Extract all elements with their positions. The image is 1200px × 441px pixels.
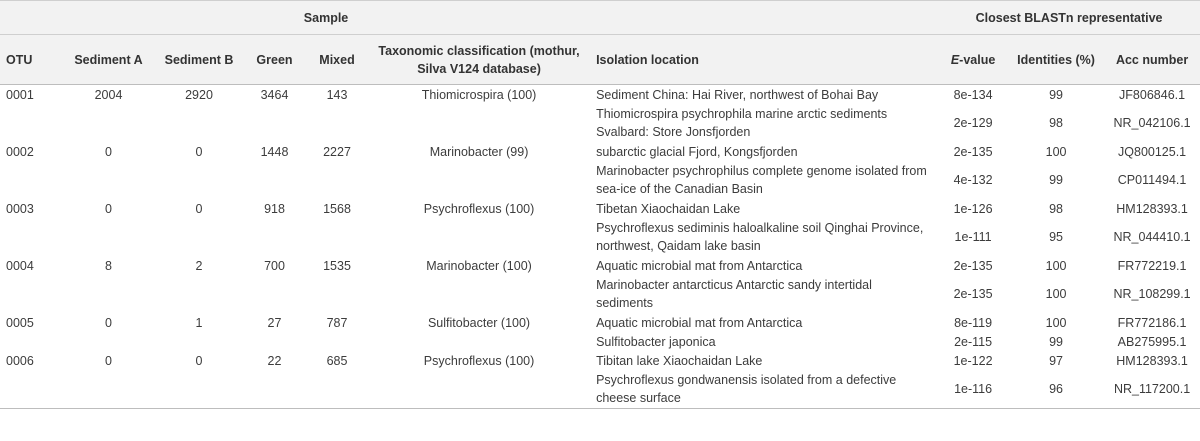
empty-cell: [155, 104, 243, 142]
otu-cell: 0006: [6, 353, 34, 368]
table-row: [0, 199, 1200, 218]
empty-cell: [155, 161, 243, 199]
acc-number-cell: JQ800125.1: [1118, 144, 1187, 159]
empty-cell: [243, 218, 306, 256]
evalue-header-rest: -value: [959, 52, 996, 67]
empty-cell: [155, 332, 243, 351]
empty-cell: [243, 104, 306, 142]
evalue-cell: 1e-116: [938, 370, 1008, 409]
identities-cell: 99: [1049, 173, 1064, 187]
taxonomy-cell: Marinobacter (100): [426, 258, 532, 273]
evalue-cell: 2e-129: [953, 116, 993, 130]
isolation-location-cell: Sediment China: Hai River, northwest of Bohai Bay: [596, 87, 879, 102]
mixed-cell: 685: [326, 353, 348, 368]
empty-cell: [0, 370, 62, 409]
sample-group-header: Sample: [62, 1, 590, 35]
taxonomy-cell: Psychroflexus (100): [423, 201, 535, 216]
table-row: [0, 104, 1200, 142]
empty-cell: [306, 218, 368, 256]
isolation-location-cell: Tibetan Xiaochaidan Lake: [596, 201, 741, 216]
empty-cell: [0, 161, 62, 199]
isolation-location-cell: Marinobacter psychrophilus complete genome isolated from sea-ice of the Canadian Basin: [596, 164, 927, 196]
identities-cell: 98: [1049, 116, 1064, 130]
taxonomy-cell: Marinobacter (99): [429, 144, 529, 159]
empty-cell: [243, 332, 306, 351]
otu-header: OTU: [0, 35, 62, 85]
empty-cell: [306, 104, 368, 142]
taxonomy-cell: Sulfitobacter (100): [427, 315, 531, 330]
identities-cell: 98: [1049, 201, 1064, 216]
empty-cell: [306, 332, 368, 351]
empty-cell: [0, 104, 62, 142]
empty-cell: [62, 104, 155, 142]
isolation-location-cell: Sulfitobacter japonica: [596, 334, 716, 349]
identities-cell: 100: [1045, 258, 1067, 273]
evalue-cell: 2e-135: [953, 258, 993, 273]
empty-cell: [368, 104, 590, 142]
empty-cell: [306, 161, 368, 199]
otu-cell: 0004: [6, 258, 34, 273]
green-cell: 22: [267, 353, 282, 368]
evalue-header-italic: E: [950, 52, 960, 67]
isolation-location-cell: Psychroflexus sediminis haloalkaline soil Qinghai Province, northwest, Qaidam lake basin: [596, 221, 924, 253]
evalue-cell: 2e-135: [953, 287, 993, 301]
empty-cell: [62, 332, 155, 351]
acc-number-cell: FR772186.1: [1117, 315, 1187, 330]
evalue-cell: 8e-134: [953, 87, 993, 102]
green-cell: 1448: [260, 144, 289, 159]
mixed-cell: 1568: [323, 201, 351, 216]
sediment-a-cell: 8: [105, 258, 112, 273]
green-cell: 3464: [260, 87, 289, 102]
isolation-location-header: Isolation location: [590, 35, 938, 85]
acc-number-header: Acc number: [1104, 35, 1200, 85]
evalue-cell: 8e-119: [954, 315, 993, 330]
empty-cell: [368, 218, 590, 256]
table-body: [0, 85, 1200, 409]
empty-cell: [0, 218, 62, 256]
green-cell: 700: [264, 258, 285, 273]
mixed-cell: 787: [326, 315, 348, 330]
table-row: [0, 275, 1200, 313]
empty-cell: [306, 275, 368, 313]
empty-cell: [243, 370, 306, 409]
empty-cell: [155, 275, 243, 313]
evalue-cell: 1e-126: [953, 201, 993, 216]
identities-cell: 100: [1045, 144, 1067, 159]
sediment-b-cell: 2: [195, 258, 203, 273]
evalue-cell: 2e-115: [954, 334, 993, 349]
mixed-header: Mixed: [306, 35, 368, 85]
acc-number-cell: JF806846.1: [1119, 87, 1186, 102]
acc-number-cell: FR772219.1: [1117, 258, 1187, 273]
identities-cell: 99: [1049, 87, 1064, 102]
acc-number-cell: NR_042106.1: [1113, 116, 1191, 130]
table-row: [0, 85, 1200, 105]
empty-cell: [155, 218, 243, 256]
closest-blastn-group-header: Closest BLASTn representative: [938, 1, 1200, 35]
acc-number-cell: HM128393.1: [1116, 353, 1188, 368]
empty-cell: [0, 275, 62, 313]
empty-cell: [62, 370, 155, 409]
otu-cell: 0005: [6, 315, 34, 330]
empty-cell: [368, 332, 590, 351]
green-cell: 918: [264, 201, 285, 216]
identities-cell: 99: [1049, 334, 1064, 349]
isolation-location-cell: Thiomicrospira psychrophila marine arctic sediments Svalbard: Store Jonsfjorden: [596, 107, 888, 139]
acc-number-cell: AB275995.1: [1117, 334, 1187, 349]
sediment-a-cell: 0: [105, 144, 112, 159]
table-row: [0, 256, 1200, 275]
isolation-location-cell: Aquatic microbial mat from Antarctica: [596, 258, 803, 273]
sediment-a-cell: 0: [105, 315, 112, 330]
table-row: [0, 313, 1200, 332]
empty-cell: [62, 218, 155, 256]
isolation-location-cell: subarctic glacial Fjord, Kongsfjorden: [596, 144, 798, 159]
evalue-header: [938, 35, 1008, 85]
empty-cell: [155, 370, 243, 409]
mixed-cell: 143: [326, 87, 348, 102]
green-cell: 27: [267, 315, 282, 330]
empty-cell: [368, 275, 590, 313]
sediment-a-cell: 0: [105, 353, 112, 368]
isolation-location-cell: Aquatic microbial mat from Antarctica: [596, 315, 803, 330]
table-row: [0, 142, 1200, 161]
table-row: [0, 332, 1200, 351]
acc-number-cell: HM128393.1: [1116, 201, 1188, 216]
empty-cell: [0, 332, 62, 351]
acc-number-cell: NR_044410.1: [1113, 230, 1191, 244]
mixed-cell: 2227: [323, 144, 351, 159]
table-row: [0, 370, 1200, 409]
identities-cell: 100: [1045, 287, 1067, 301]
sediment-b-header: Sediment B: [155, 35, 243, 85]
mixed-cell: 1535: [323, 258, 351, 273]
table-row: [0, 351, 1200, 370]
isolation-location-cell: Marinobacter antarcticus Antarctic sandy intertidal sediments: [596, 278, 872, 310]
sediment-b-cell: 1: [195, 315, 203, 330]
table-row: [0, 161, 1200, 199]
empty-cell: [368, 161, 590, 199]
identities-header: Identities (%): [1008, 35, 1104, 85]
identities-cell: 95: [1049, 230, 1064, 244]
evalue-cell: 2e-135: [953, 144, 993, 159]
empty-cell: [306, 370, 368, 409]
isolation-location-cell: Tibitan lake Xiaochaidan Lake: [596, 353, 763, 368]
evalue-cell: 1e-122: [953, 353, 993, 368]
otu-cell: 0003: [6, 201, 34, 216]
identities-cell: 97: [1049, 353, 1064, 368]
empty-cell: [62, 275, 155, 313]
taxonomy-header: Taxonomic classification (mothur, Silva V124 database): [368, 35, 590, 85]
sediment-b-cell: 0: [195, 201, 203, 216]
empty-cell: [243, 161, 306, 199]
taxonomy-cell: Psychroflexus (100): [423, 353, 535, 368]
otu-cell: 0001: [6, 87, 34, 102]
acc-number-cell: NR_108299.1: [1113, 287, 1191, 301]
evalue-cell: 1e-111: [954, 230, 992, 244]
identities-cell: 96: [1008, 370, 1104, 409]
table-row: [0, 218, 1200, 256]
taxonomy-cell: Thiomicrospira (100): [421, 87, 537, 102]
isolation-location-cell: Psychroflexus gondwanensis isolated from a defective cheese surface: [590, 370, 938, 409]
sediment-a-cell: 0: [105, 201, 112, 216]
evalue-cell: 4e-132: [953, 173, 993, 187]
identities-cell: 100: [1045, 315, 1067, 330]
sediment-a-cell: 2004: [94, 87, 123, 102]
green-header: Green: [243, 35, 306, 85]
empty-cell: [62, 161, 155, 199]
sediment-b-cell: 0: [195, 353, 203, 368]
sediment-b-cell: 0: [195, 144, 203, 159]
empty-cell: [243, 275, 306, 313]
sediment-a-header: Sediment A: [62, 35, 155, 85]
acc-number-cell: NR_117200.1: [1104, 370, 1200, 409]
sediment-b-cell: 2920: [185, 87, 213, 102]
otu-cell: 0002: [6, 144, 34, 159]
acc-number-cell: CP011494.1: [1117, 173, 1187, 187]
empty-cell: [368, 370, 590, 409]
